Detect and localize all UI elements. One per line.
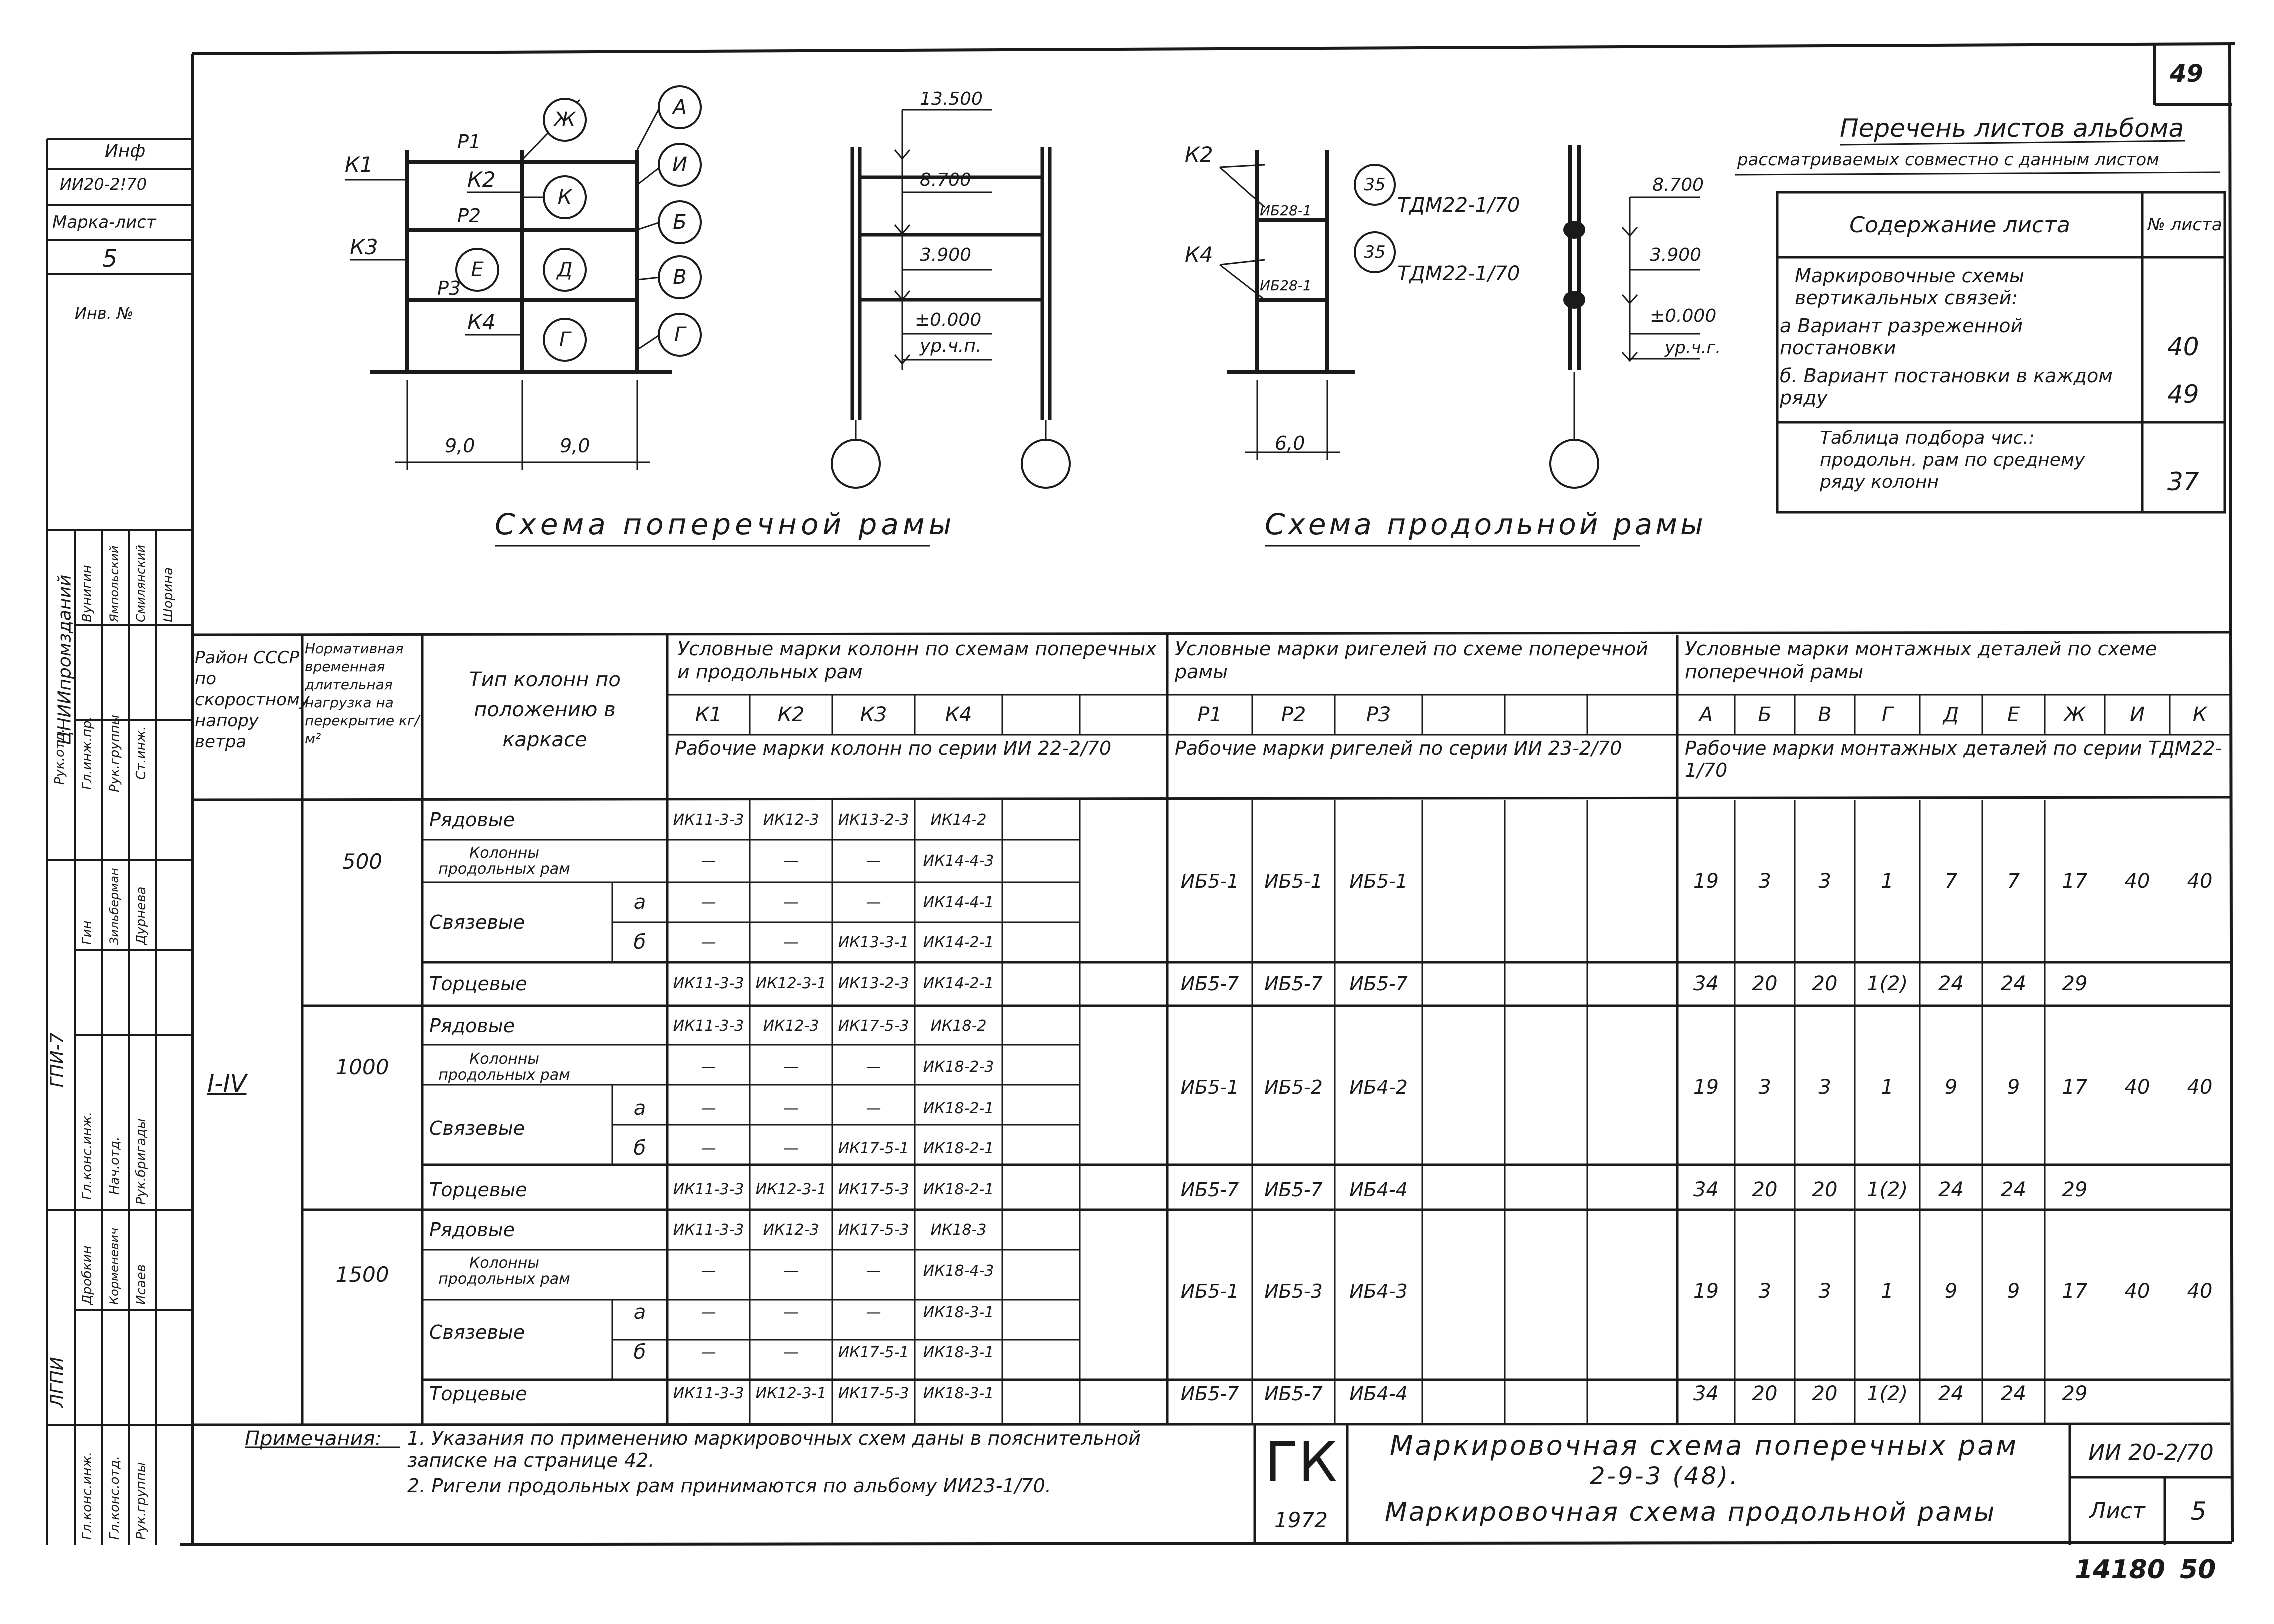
detail-mark: 40: [2187, 1280, 2213, 1303]
header-part: И: [2130, 704, 2145, 726]
column-mark: ИК12-3: [763, 1017, 820, 1035]
beam-label-p3: Р3: [438, 278, 462, 300]
column-mark: —: [701, 1100, 716, 1118]
beam-mark: ИБ5-2: [1264, 1076, 1323, 1098]
detail-mark: 34: [1694, 1178, 1719, 1202]
bracing-variant: а: [634, 1097, 646, 1120]
elevation-mark: 8.700: [1652, 175, 1704, 196]
column-mark: ИК18-2-3: [923, 1058, 994, 1076]
sheets-list-title: Перечень листов альбома: [1840, 114, 2184, 143]
elevation-mark: ур.ч.п.: [920, 336, 982, 356]
detail-circle: 35: [1364, 175, 1386, 195]
page-number: 49: [2170, 60, 2204, 88]
stamp-role: Нач.отд.: [108, 1136, 122, 1195]
elevation-mark: ±0.000: [1650, 306, 1717, 326]
beam-mark: ИБ5-3: [1264, 1280, 1323, 1302]
column-mark: ИК14-4-1: [923, 894, 994, 912]
sheets-row: а Вариант разреженной постановки: [1780, 315, 2024, 359]
beam-mark: ИБ4-3: [1350, 1280, 1408, 1302]
beam-mark: ИБ28-1: [1260, 202, 1312, 219]
stamp-role: Гл.конс.инж.: [80, 1112, 95, 1200]
column-mark: ИК12-3: [763, 1221, 820, 1239]
stamp-role: Гл.конс.отд.: [108, 1456, 122, 1540]
column-mark: ИК14-2-1: [923, 975, 994, 992]
detail-mark: 17: [2062, 1076, 2088, 1099]
column-mark: —: [866, 1100, 882, 1118]
stamp-name: Зильберман: [108, 868, 122, 945]
column-mark: —: [784, 1262, 799, 1280]
detail-mark: 24: [1938, 1382, 1964, 1406]
bracing-variant: б: [634, 1341, 646, 1364]
column-mark: ИК14-2: [930, 811, 987, 829]
detail-mark: 1(2): [1866, 1382, 1908, 1406]
column-type: Рядовые: [430, 1219, 516, 1241]
column-mark: ИК12-3-1: [756, 1181, 827, 1198]
column-mark: ИК18-2: [930, 1017, 987, 1035]
header-part: Е: [2007, 704, 2020, 726]
stamp-role: Рук.отд.: [52, 728, 68, 785]
detail-mark: 3: [1818, 1280, 1832, 1303]
stamp-role: Рук.группы: [108, 714, 122, 792]
title-line-1: Маркировочная схема поперечных рам: [1390, 1430, 2019, 1462]
stamp-code: ИИ20-2!70: [60, 175, 148, 194]
node-circle: А: [673, 96, 687, 119]
beam-mark: ИБ28-1: [1260, 278, 1312, 294]
notes-label: Примечания:: [245, 1428, 382, 1450]
beam-mark: ИБ5-7: [1180, 1382, 1240, 1405]
stamp-name: Шорина: [161, 567, 176, 622]
detail-mark: 20: [1812, 972, 1838, 996]
beam-mark: ИБ4-4: [1350, 1178, 1408, 1201]
detail-mark: 20: [1812, 1178, 1838, 1202]
elevation-mark: 3.900: [920, 245, 972, 266]
stamp-role: Гл.конс.инж.: [80, 1452, 95, 1540]
column-type: Торцевые: [430, 1382, 528, 1405]
detail-mark: 19: [1694, 870, 1719, 893]
column-mark: —: [866, 1058, 882, 1076]
detail-mark: 20: [1752, 1178, 1778, 1202]
column-mark: —: [701, 934, 716, 952]
stamp-name: Дурнева: [134, 886, 149, 945]
stamp-code: Инв. №: [75, 304, 134, 323]
column-type: Связевые: [430, 912, 526, 934]
span-dimension: 6,0: [1275, 432, 1306, 454]
stamp-code: 5: [102, 245, 118, 273]
column-type: Рядовые: [430, 1015, 516, 1037]
year: 1972: [1274, 1508, 1328, 1532]
column-mark: ИК17-5-3: [838, 1181, 910, 1198]
column-mark: —: [701, 1262, 716, 1280]
node-circle: Б: [673, 211, 687, 234]
detail-mark: 40: [2124, 1280, 2150, 1303]
detail-mark: 20: [1752, 972, 1778, 996]
sheet-number: 5: [2190, 1496, 2207, 1526]
column-label-k2: К2: [468, 168, 496, 192]
header-part: К: [2192, 704, 2208, 726]
column-type: Рядовые: [430, 809, 516, 831]
detail-mark: 34: [1694, 1382, 1719, 1406]
header-part: Б: [1758, 704, 1772, 726]
elevation-mark: ±0.000: [915, 310, 982, 330]
stamp-role: Рук.бригады: [134, 1118, 149, 1205]
node-circle: Г: [559, 328, 571, 352]
detail-mark: 24: [1938, 972, 1964, 996]
node-circle: Е: [471, 258, 484, 282]
header-parts-series: Рабочие марки монтажных деталей по серии ТДМ22-1/70: [1685, 738, 2222, 782]
column-mark: ИК14-4-3: [923, 852, 994, 870]
detail-mark: 19: [1694, 1280, 1719, 1303]
detail-mark: 1(2): [1866, 972, 1908, 996]
header-k1: К1: [695, 704, 722, 726]
column-mark: —: [784, 1140, 799, 1158]
detail-mark: 20: [1752, 1382, 1778, 1406]
load-value: 1500: [336, 1262, 390, 1287]
column-mark: —: [784, 1058, 799, 1076]
footer-number: 14180: [2075, 1555, 2166, 1585]
column-type: Торцевые: [430, 1178, 528, 1201]
detail-mark: 1: [1881, 1076, 1894, 1099]
sheets-row: Таблица подбора чис.: продольн. рам по среднему ряду колонн: [1820, 428, 2086, 492]
column-mark: ИК18-4-3: [923, 1262, 994, 1280]
header-k4: К4: [945, 704, 972, 726]
column-mark: —: [866, 852, 882, 870]
header-k3: К3: [860, 704, 888, 726]
header-part: В: [1818, 704, 1832, 726]
detail-mark: 3: [1818, 870, 1832, 893]
column-label-k1: К1: [345, 152, 374, 177]
detail-mark: 29: [2062, 1178, 2088, 1202]
column-label-k4: К4: [1185, 242, 1214, 267]
column-mark: ИК11-3-3: [673, 1017, 744, 1035]
beam-mark: ИБ5-1: [1180, 1280, 1240, 1302]
detail-mark: 1: [1881, 1280, 1894, 1303]
header-part: А: [1699, 704, 1714, 726]
beam-mark: ИБ5-1: [1350, 870, 1408, 892]
detail-mark: 24: [2001, 972, 2026, 996]
column-mark: —: [784, 1344, 799, 1362]
stamp-org: ЦНИИпромзданий: [54, 574, 76, 746]
sheets-row-number: 49: [2168, 380, 2200, 409]
beam-mark: ИБ5-1: [1264, 870, 1323, 892]
detail-mark: 24: [2001, 1382, 2026, 1406]
org-mark: ГК: [1264, 1430, 1338, 1494]
column-type: Колонны продольных рам: [438, 1254, 570, 1288]
column-mark: —: [784, 852, 799, 870]
stamp-org: ГПИ-7: [47, 1032, 68, 1088]
detail-mark: 7: [2007, 870, 2020, 893]
beam-mark: ИБ5-7: [1350, 972, 1408, 995]
sheets-header-number: № листа: [2148, 215, 2222, 235]
region-value: I-IV: [208, 1070, 247, 1098]
column-mark: ИК18-2-1: [923, 1100, 994, 1118]
column-mark: ИК17-5-1: [838, 1140, 910, 1158]
column-mark: —: [701, 1140, 716, 1158]
column-label-k2: К2: [1185, 142, 1214, 167]
elevation-mark: ур.ч.г.: [1665, 338, 1722, 358]
column-mark: ИК11-3-3: [673, 1181, 744, 1198]
column-mark: —: [784, 894, 799, 912]
column-mark: ИК18-3: [930, 1221, 987, 1239]
column-type: Колонны продольных рам: [438, 844, 570, 878]
span-dimension: 9,0: [560, 435, 590, 457]
column-mark: —: [784, 934, 799, 952]
detail-mark: 24: [2001, 1178, 2026, 1202]
stamp-name: Ямпольский: [108, 546, 122, 622]
header-p3: Р3: [1366, 704, 1392, 726]
footer-number2: 50: [2180, 1555, 2216, 1585]
header-columns: Условные марки колонн по схемам поперечных и продольных рам: [678, 638, 1157, 683]
column-type: Связевые: [430, 1322, 526, 1344]
column-type: Колонны продольных рам: [438, 1050, 570, 1084]
bracing-variant: а: [634, 1301, 646, 1324]
detail-mark: 1(2): [1866, 1178, 1908, 1202]
node-circle: И: [672, 154, 688, 176]
stamp-role: Ст.инж.: [134, 726, 149, 780]
detail-mark: 40: [2187, 870, 2213, 893]
diagram-title: Схема поперечной рамы: [495, 508, 956, 542]
beam-label-p2: Р2: [458, 205, 482, 227]
column-mark: ИК18-3-1: [923, 1385, 994, 1402]
column-mark: ИК17-5-3: [838, 1221, 910, 1239]
column-mark: —: [701, 1304, 716, 1322]
node-circle: К: [558, 186, 572, 209]
node-circle: Ж: [554, 108, 576, 132]
header-part: Д: [1943, 704, 1960, 726]
detail-mark: 34: [1694, 972, 1719, 996]
note-item: 1. Указания по применению маркировочных схем даны в пояснительной записке на странице 42.: [408, 1428, 1141, 1472]
column-mark: —: [701, 852, 716, 870]
detail-mark: 17: [2062, 1280, 2088, 1303]
header-beams: Условные марки ригелей по схеме поперечной рамы: [1175, 638, 1648, 683]
column-mark: ИК18-2-1: [923, 1181, 994, 1198]
column-mark: ИК12-3: [763, 811, 820, 829]
detail-mark: 40: [2124, 1076, 2150, 1099]
column-mark: ИК17-5-1: [838, 1344, 910, 1362]
stamp-org: ЛГПИ: [47, 1357, 68, 1408]
series-code: ИИ 20-2/70: [2088, 1440, 2214, 1466]
detail-mark: 3: [1818, 1076, 1832, 1099]
detail-mark: 9: [1944, 1076, 1958, 1099]
column-mark: —: [866, 894, 882, 912]
column-type: Торцевые: [430, 972, 528, 995]
stamp-role: Рук.группы: [134, 1462, 149, 1540]
column-mark: —: [701, 894, 716, 912]
column-mark: ИК17-5-3: [838, 1385, 910, 1402]
detail-series: ТДМ22-1/70: [1398, 262, 1520, 286]
column-mark: ИК11-3-3: [673, 811, 744, 829]
stamp-role: Гл.инж.пр.: [80, 716, 95, 790]
beam-mark: ИБ5-1: [1180, 1076, 1240, 1098]
elevation-mark: 13.500: [920, 89, 983, 110]
stamp-code: Марка-лист: [52, 212, 156, 232]
detail-series: ТДМ22-1/70: [1398, 194, 1520, 217]
column-mark: ИК13-2-3: [838, 811, 910, 829]
note-item: 2. Ригели продольных рам принимаются по альбому ИИ23-1/70.: [408, 1475, 1052, 1497]
node-circle: Д: [557, 258, 573, 282]
column-mark: —: [701, 1344, 716, 1362]
diagram-title: Схема продольной рамы: [1265, 508, 1706, 542]
stamp-name: Исаев: [134, 1264, 149, 1305]
column-mark: ИК12-3-1: [756, 975, 827, 992]
column-type: Связевые: [430, 1118, 526, 1140]
stamp-name: Дробкин: [80, 1246, 95, 1305]
load-value: 500: [342, 850, 383, 874]
column-mark: ИК17-5-3: [838, 1017, 910, 1035]
column-mark: ИК11-3-3: [673, 1385, 744, 1402]
header-k2: К2: [778, 704, 805, 726]
detail-mark: 7: [1944, 870, 1958, 893]
beam-mark: ИБ5-7: [1264, 1382, 1323, 1405]
sheets-header-content: Содержание листа: [1850, 212, 2070, 238]
detail-mark: 40: [2187, 1076, 2213, 1099]
span-dimension: 9,0: [445, 435, 476, 457]
column-mark: ИК13-2-3: [838, 975, 910, 992]
title-line-1b: 2-9-3 (48).: [1590, 1462, 1740, 1490]
detail-mark: 20: [1812, 1382, 1838, 1406]
header-p1: Р1: [1198, 704, 1222, 726]
detail-mark: 1: [1881, 870, 1894, 893]
stamp-name: Вунигин: [80, 565, 95, 622]
column-mark: —: [701, 1058, 716, 1076]
column-mark: ИК11-3-3: [673, 975, 744, 992]
detail-mark: 9: [1944, 1280, 1958, 1303]
beam-mark: ИБ5-7: [1264, 1178, 1323, 1201]
load-value: 1000: [336, 1054, 390, 1080]
sheets-row-number: 40: [2168, 332, 2200, 362]
column-mark: ИК13-3-1: [838, 934, 910, 952]
header-columns-series: Рабочие марки колонн по серии ИИ 22-2/70: [675, 738, 1112, 760]
bracing-variant: б: [634, 931, 646, 954]
column-mark: —: [866, 1304, 882, 1322]
stamp-name: Гин: [80, 920, 95, 945]
detail-mark: 3: [1758, 870, 1772, 893]
elevation-mark: 8.700: [920, 170, 972, 190]
column-mark: ИК18-2-1: [923, 1140, 994, 1158]
column-label-k3: К3: [350, 235, 378, 260]
column-mark: ИК11-3-3: [673, 1221, 744, 1239]
elevation-mark: 3.900: [1650, 245, 1702, 266]
header-load: Нормативная временная длительная нагрузка на перекрытие кг/м²: [305, 640, 420, 747]
column-mark: ИК18-3-1: [923, 1304, 994, 1322]
stamp-name: Смилянский: [134, 545, 148, 622]
column-mark: ИК18-3-1: [923, 1344, 994, 1362]
sheets-row: б. Вариант постановки в каждом ряду: [1780, 365, 2113, 409]
detail-mark: 3: [1758, 1076, 1772, 1099]
column-mark: —: [784, 1100, 799, 1118]
column-mark: —: [866, 1262, 882, 1280]
header-parts: Условные марки монтажных деталей по схеме поперечной рамы: [1685, 638, 2158, 683]
header-region: Район СССР по скоростному напору ветра: [195, 648, 310, 752]
beam-mark: ИБ5-7: [1264, 972, 1323, 995]
sheet-label: Лист: [2090, 1498, 2146, 1524]
stamp-code: Инф: [105, 141, 146, 162]
header-part: Ж: [2064, 704, 2086, 726]
header-part: Г: [1882, 704, 1894, 726]
beam-mark: ИБ5-1: [1180, 870, 1240, 892]
detail-mark: 29: [2062, 1382, 2088, 1406]
header-beams-series: Рабочие марки ригелей по серии ИИ 23-2/70: [1175, 738, 1622, 760]
sheets-list-subtitle: рассматриваемых совместно с данным листом: [1738, 150, 2160, 170]
beam-label-p1: Р1: [458, 131, 482, 153]
detail-mark: 9: [2007, 1076, 2020, 1099]
detail-mark: 9: [2007, 1280, 2020, 1303]
sheets-row-number: 37: [2168, 468, 2200, 496]
sheets-row: Маркировочные схемы вертикальных связей:: [1795, 265, 2025, 309]
header-type: Тип колонн по положению в каркасе: [469, 668, 621, 752]
stamp-name: Корменевич: [108, 1228, 122, 1305]
bracing-variant: а: [634, 891, 646, 914]
column-mark: ИК12-3-1: [756, 1385, 827, 1402]
detail-mark: 24: [1938, 1178, 1964, 1202]
detail-mark: 19: [1694, 1076, 1719, 1099]
beam-mark: ИБ4-2: [1350, 1076, 1408, 1098]
detail-circle: 35: [1364, 242, 1386, 262]
title-line-2: Маркировочная схема продольной рамы: [1385, 1498, 1996, 1528]
beam-mark: ИБ5-7: [1180, 1178, 1240, 1201]
detail-mark: 17: [2062, 870, 2088, 893]
column-mark: ИК14-2-1: [923, 934, 994, 952]
node-circle: В: [673, 266, 687, 289]
node-circle: Г: [674, 324, 686, 346]
column-label-k4: К4: [468, 310, 496, 334]
detail-mark: 29: [2062, 972, 2088, 996]
beam-mark: ИБ5-7: [1180, 972, 1240, 995]
detail-mark: 40: [2124, 870, 2150, 893]
header-p2: Р2: [1281, 704, 1306, 726]
column-mark: —: [784, 1304, 799, 1322]
detail-mark: 3: [1758, 1280, 1772, 1303]
beam-mark: ИБ4-4: [1350, 1382, 1408, 1405]
bracing-variant: б: [634, 1137, 646, 1160]
